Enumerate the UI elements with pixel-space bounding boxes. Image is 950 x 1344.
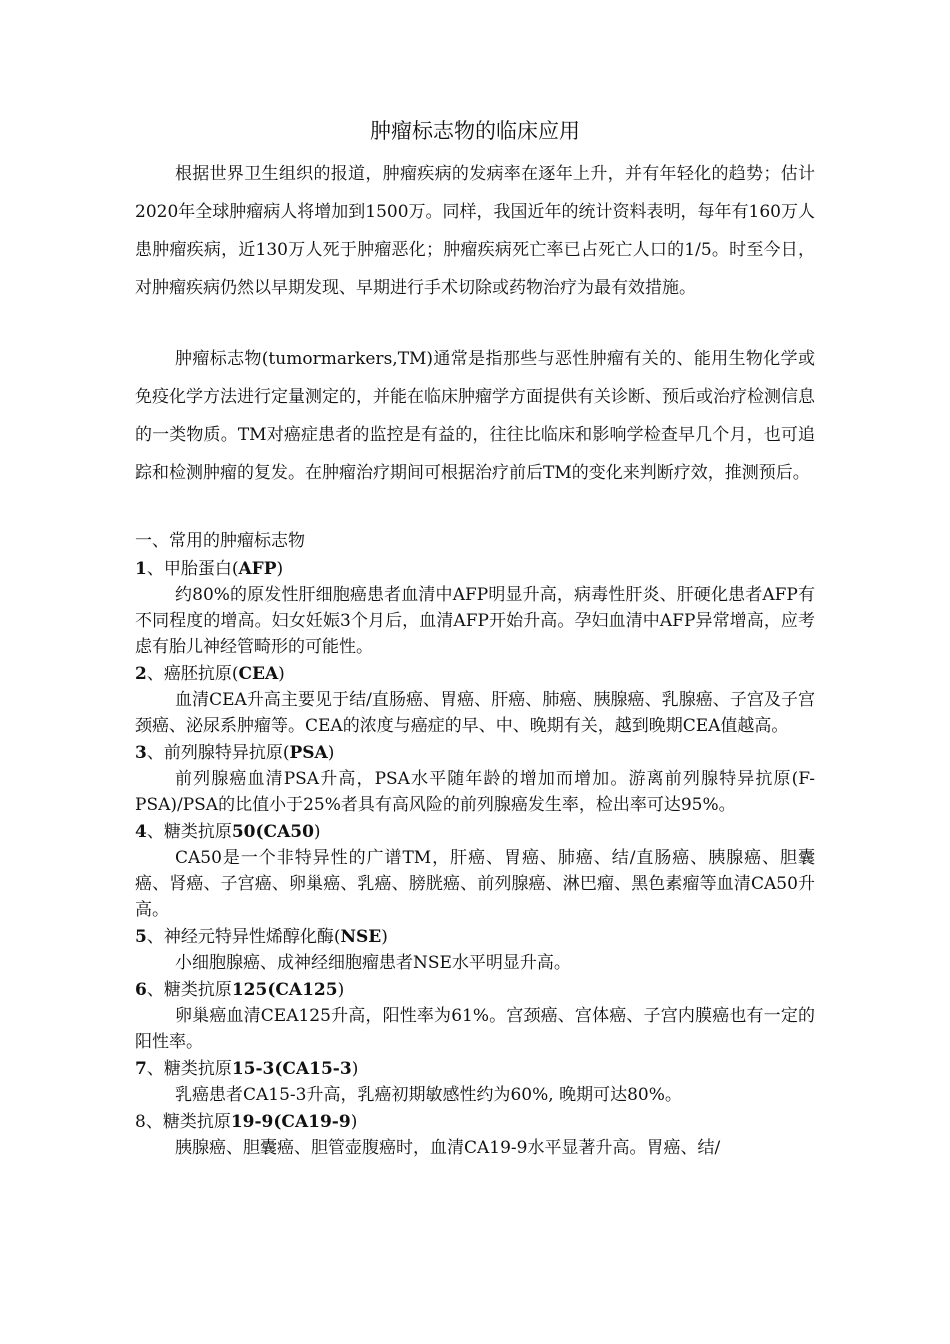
- marker-afp: [135, 557, 815, 660]
- marker-description: 乳癌患者CA15-3升高，乳癌初期敏感性约为60%, 晚期可达80%。: [175, 1085, 682, 1105]
- marker-heading: 5、神经元特异性烯醇化酶(NSE): [135, 927, 388, 947]
- marker-description: 前列腺癌血清PSA升高，PSA水平随年龄的增加而增加。游离前列腺特异抗原(F-PSA)/PSA的比值小于25%者具有高风险的前列腺癌发生率，检出率可达95%。: [135, 769, 815, 815]
- marker-ca125: [135, 978, 815, 1055]
- marker-ca50: [135, 820, 815, 923]
- marker-description: 胰腺癌、胆囊癌、胆管壶腹癌时，血清CA19-9水平显著升高。胃癌、结/: [175, 1138, 721, 1158]
- marker-description: 血清CEA升高主要见于结/直肠癌、胃癌、肝癌、肺癌、胰腺癌、乳腺癌、子宫及子宫颈癌、泌尿系肿瘤等。CEA的浓度与癌症的早、中、晚期有关，越到晚期CEA值越高。: [135, 690, 815, 736]
- section-heading: 一、常用的肿瘤标志物: [135, 531, 305, 551]
- marker-cea: [135, 662, 815, 739]
- marker-heading: 7、糖类抗原15-3(CA15-3): [135, 1059, 359, 1079]
- marker-heading: 3、前列腺特异抗原(PSA): [135, 743, 335, 763]
- marker-heading: 2、癌胚抗原(CEA): [135, 664, 285, 684]
- intro-paragraph-2: 肿瘤标志物(tumormarkers,TM)通常是指那些与恶性肿瘤有关的、能用生物化学或免疫化学方法进行定量测定的，并能在临床肿瘤学方面提供有关诊断、预后或治疗检测信息的一类物质。TM对癌症患者的监控是有益的，往往比临床和影响学检查早几个月，也可追踪和检测肿瘤的复发。在肿瘤治疗期间可根据治疗前后TM的变化来判断疗效，推测预后。: [135, 349, 815, 483]
- marker-heading: 6、糖类抗原125(CA125): [135, 980, 345, 1000]
- marker-ca19-9: [135, 1110, 815, 1161]
- marker-nse: [135, 925, 815, 976]
- marker-heading: 1、甲胎蛋白(AFP): [135, 559, 284, 579]
- marker-psa: [135, 741, 815, 818]
- marker-heading: 8、糖类抗原19-9(CA19-9): [135, 1112, 358, 1132]
- marker-heading: 4、糖类抗原50(CA50): [135, 822, 321, 842]
- marker-ca15-3: [135, 1057, 815, 1108]
- marker-description: 约80%的原发性肝细胞癌患者血清中AFP明显升高，病毒性肝炎、肝硬化患者AFP有不同程度的增高。妇女妊娠3个月后，血清AFP开始升高。孕妇血清中AFP异常增高，应考虑有胎儿神经管畸形的可能性。: [135, 585, 815, 657]
- marker-description: 小细胞腺癌、成神经细胞瘤患者NSE水平明显升高。: [175, 953, 571, 973]
- document-title: 肿瘤标志物的临床应用: [370, 119, 580, 143]
- marker-description: CA50是一个非特异性的广谱TM，肝癌、胃癌、肺癌、结/直肠癌、胰腺癌、胆囊癌、肾癌、子宫癌、卵巢癌、乳癌、膀胱癌、前列腺癌、淋巴瘤、黑色素瘤等血清CA50升高。: [135, 848, 815, 920]
- intro-paragraph-1: 根据世界卫生组织的报道，肿瘤疾病的发病率在逐年上升，并有年轻化的趋势；估计2020年全球肿瘤病人将增加到1500万。同样，我国近年的统计资料表明，每年有160万人患肿瘤疾病，近130万人死于肿瘤恶化；肿瘤疾病死亡率已占死亡人口的1/5。时至今日，对肿瘤疾病仍然以早期发现、早期进行手术切除或药物治疗为最有效措施。: [135, 164, 815, 298]
- marker-list: [135, 557, 815, 1163]
- marker-description: 卵巢癌血清CEA125升高，阳性率为61%。宫颈癌、宫体癌、子宫内膜癌也有一定的阳性率。: [135, 1006, 815, 1052]
